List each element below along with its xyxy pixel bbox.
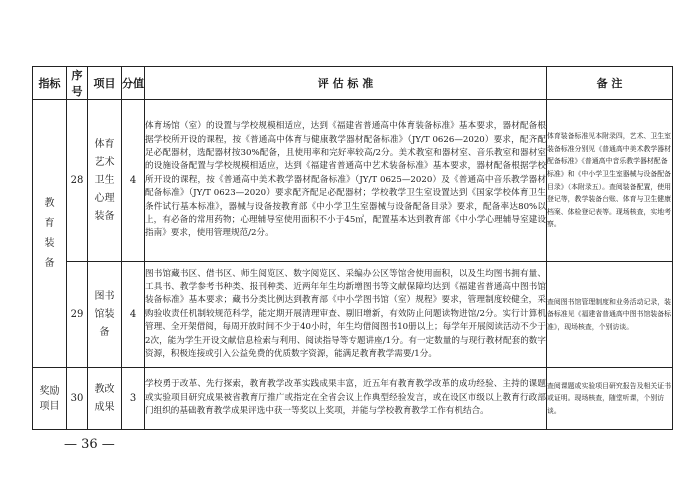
indicator-label: 教育装备 [44, 197, 55, 269]
header-number: 序号 [67, 67, 88, 100]
table-row [33, 100, 673, 262]
score-cell: 4 [122, 100, 145, 262]
score-cell: 4 [122, 262, 145, 368]
evaluation-table [32, 66, 673, 430]
indicator-label: 奖励项目 [39, 385, 60, 412]
note-cell: 体育装备标准见本附录四，艺术、卫生室装备标准分别见《普通高中美术教学器材配备标准》《普通高中音乐教学器材配备标准》和《中小学卫生室器械与设备配备目录》（本附录五）。查阅装备配置，使用登记等，教学装备台账、体育与卫生健康档案、体检登记表等。现场核查，实地考察。 [547, 100, 673, 262]
table-row [33, 262, 673, 368]
item-label: 体育艺术卫生心理装备 [94, 138, 115, 222]
item-cell [88, 100, 122, 262]
table-header-row [33, 67, 673, 100]
standard-cell: 图书馆藏书区、借书区、师生阅览区、数字阅览区、采编办公区等馆舍使用面积，以及生均图书拥有量、工具书、教学参考书种类、报刊种类、近两年年生均新增图书等文献保障均达到《福建省普通高中图书馆装备标准》基本要求；藏书分类比例达到教育部《中小学图书馆（室）规程》要求，管理制度较健全，采购验收责任机制较规范科学，能定期开展清理审查、剔旧增新，有效防止问题读物进馆/2分。实行计算机管理、全开架借阅，每周开放时间不少于40小时，年生均借阅图书10册以上；每学年开展阅读活动不少于2次，能为学生开设文献信息检索与利用、阅读指导等专题讲座/1分。有一定数量的与现行教材配套的数字资源，积极连接或引入公益免费的优质数字资源，能满足教育教学需要/1分。 [145, 262, 547, 368]
row-number: 29 [67, 262, 88, 368]
row-number: 28 [67, 100, 88, 262]
page-number: — 36 — [64, 437, 115, 452]
header-score: 分值 [122, 67, 145, 100]
standard-cell: 体育场馆（室）的设置与学校规模相适应，达到《福建省普通高中体育装备标准》基本要求，器材配备根据学校所开设的课程，按《普通高中体育与健康教学器材配备标准》（JY/T 0626—2020）要求，配齐配足必配器材，选配器材按30%配备，且使用率和完好率较高/2分。美术教室和器材室、音乐教室和器材室的设施设备配置与学校规模相适应，达到《福建省普通高中艺术装备标准》基本要求，器材配备根据学校所开设的课程，按《普通高中美术教学器材配备标准》（JY/T 0625—2020）及《普通高中音乐教学器材配备标准》（JY/T 0623—2020）要求配齐配足必配器材；学校教学卫生室设置达到《国家学校体育卫生条件试行基本标准》，器械与设备按教育部《中小学卫生室器械与设备配备目录》要求，配备率达80%以上，有必备的常用药物；心理辅导室使用面积不小于45㎡，配置基本达到教育部《中小学心理辅导室建设指南》要求，使用管理规范/2分。 [145, 100, 547, 262]
indicator-cell [33, 100, 67, 368]
item-label: 教改成果 [94, 383, 115, 413]
indicator-cell [33, 368, 67, 430]
score-cell: 3 [122, 368, 145, 430]
note-cell: 查阅图书馆管理制度和业务活动记录，装备标准见《福建省普通高中图书馆装备标准》，现场核查，个别访谈。 [547, 262, 673, 368]
note-cell: 查阅课题或实验项目研究报告及相关证书或证明。现场核查，随堂听课，个别访谈。 [547, 368, 673, 430]
header-note: 备 注 [547, 67, 673, 100]
item-cell [88, 262, 122, 368]
header-standard: 评 估 标 准 [145, 67, 547, 100]
item-label: 图书馆装备 [94, 290, 115, 338]
item-cell [88, 368, 122, 430]
table-row [33, 368, 673, 430]
standard-cell: 学校勇于改革、先行探索，教育教学改革实践成果丰富，近五年有教育教学改革的成功经验、主持的课题或实验项目研究成果被省教育厅推广或指定在全省会议上作典型经验发言，或在设区市级以上教育行政部门组织的基础教育教学成果评选中获一等奖以上奖项，并能与学校教育教学工作有机结合。 [145, 368, 547, 430]
row-number: 30 [67, 368, 88, 430]
header-indicator: 指标 [33, 67, 67, 100]
header-item: 项目 [88, 67, 122, 100]
